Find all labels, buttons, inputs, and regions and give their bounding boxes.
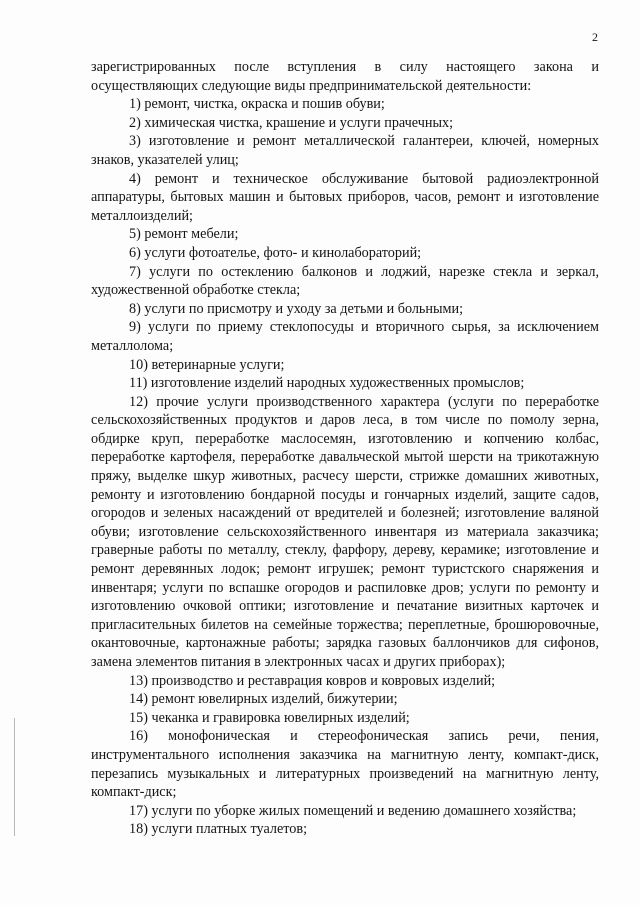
- list-item: 10) ветеринарные услуги;: [129, 356, 285, 373]
- list-item: 3) изготовление и ремонт металлической галантереи, ключей, номерных знаков, указателей улиц;: [91, 133, 599, 168]
- list-item: 13) производство и реставрация ковров и ковровых изделий;: [129, 672, 496, 689]
- list-item: 15) чеканка и гравировка ювелирных изделий;: [129, 709, 410, 726]
- document-body: [91, 58, 599, 839]
- list-item: 8) услуги по присмотру и уходу за детьми и больными;: [129, 300, 464, 317]
- page-number: 2: [592, 30, 598, 44]
- list-item: 18) услуги платных туалетов;: [129, 821, 308, 838]
- list-item: 17) услуги по уборке жилых помещений и ведению домашнего хозяйства;: [129, 802, 577, 819]
- list-item: 6) услуги фотоателье, фото- и кинолабораторий;: [129, 244, 422, 261]
- scan-edge-mark: [14, 718, 15, 836]
- list-item: 16) монофоническая и стереофоническая запись речи, пения, инструментального исполнения заказчика на магнитную ленту, компакт-диск, перезапись музыкальных и литературных произведений на магнитную ленту, компакт-диск;: [91, 728, 599, 801]
- list-item: 14) ремонт ювелирных изделий, бижутерии;: [129, 691, 398, 708]
- list-item: 2) химическая чистка, крашение и услуги прачечных;: [129, 114, 454, 131]
- list-item: 9) услуги по приему стеклопосуды и вторичного сырья, за исключением металлолома;: [91, 319, 599, 354]
- intro-paragraph: зарегистрированных после вступления в силу настоящего закона и осуществляющих следующие виды предпринимательской деятельности:: [91, 59, 599, 94]
- list-item: 12) прочие услуги производственного характера (услуги по переработке сельскохозяйственных продуктов и даров леса, в том числе по помолу зерна, обдирке круп, переработке маслосемян, изготовлению и копчению колбас, переработке картофеля, переработке давальческой мытой шерсти на трикотажную пряжу, выделке шкур животных, расчесу шерсти, стрижке домашних животных, ремонту и изготовлению бондарной посуды и гончарных изделий, защите садов, огородов и зеленых насаждений от вредителей и болезней; изготовление валяной обуви; изготовление сельскохозяйственного инвентаря из материала заказчика; граверные работы по металлу, стеклу, фарфору, дереву, керамике; изготовление и ремонт деревянных лодок; ремонт игрушек; ремонт туристского снаряжения и инвентаря; услуги по вспашке огородов и распиловке дров; услуги по ремонту и изготовлению очковой оптики; изготовление и печатание визитных карточек и пригласительных билетов на семейные торжества; переплетные, брошюровочные, окантовочные, картонажные работы; зарядка газовых баллончиков для сифонов, замена элементов питания в электронных часах и других приборах);: [91, 393, 599, 670]
- list-item: 7) услуги по остеклению балконов и лоджий, нарезке стекла и зеркал, художественной обработке стекла;: [91, 263, 599, 299]
- list-item: 1) ремонт, чистка, окраска и пошив обуви;: [129, 96, 385, 113]
- list-item: 4) ремонт и техническое обслуживание бытовой радиоэлектронной аппаратуры, бытовых машин и бытовых приборов, часов, ремонт и изготовление металлоизделий;: [91, 170, 599, 224]
- list-item: 11) изготовление изделий народных художественных промыслов;: [129, 375, 525, 392]
- list-item: 5) ремонт мебели;: [129, 226, 239, 243]
